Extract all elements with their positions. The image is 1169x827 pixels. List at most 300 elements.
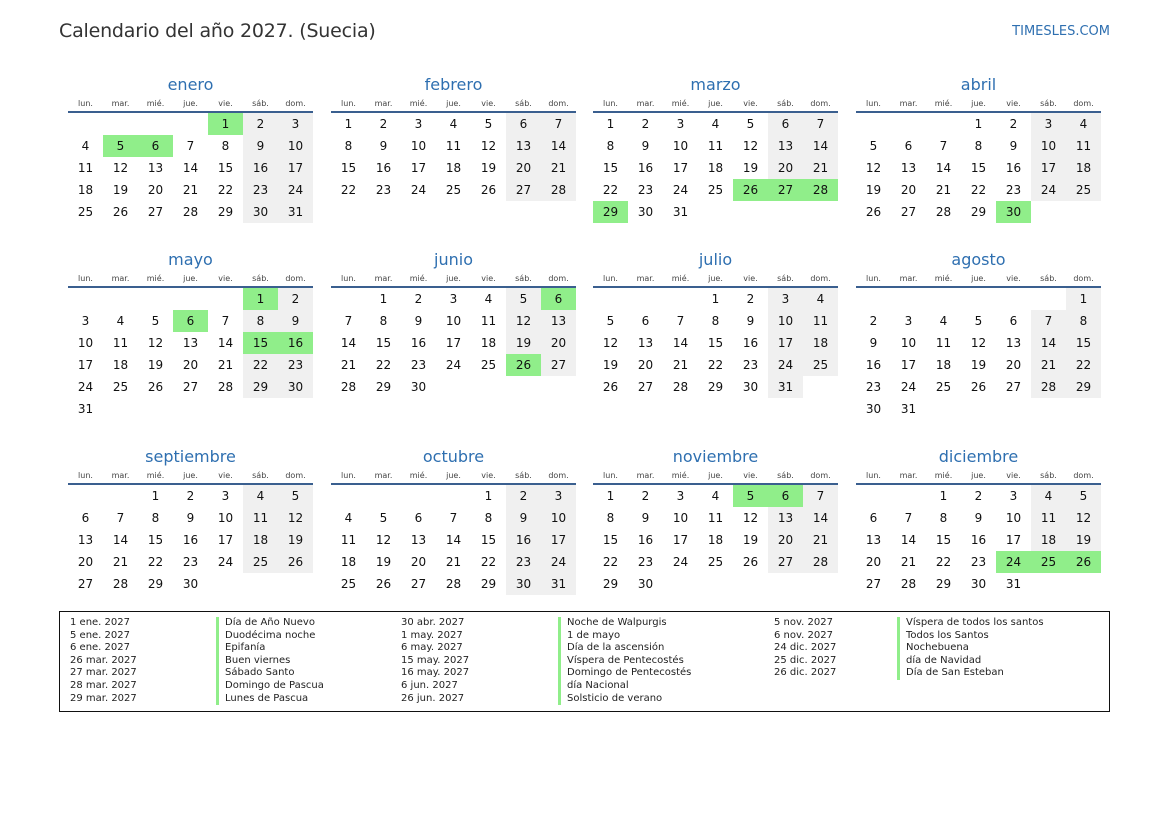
day-cell: 3 [81,314,90,328]
weekday-label: jue. [446,274,461,283]
day-cell: 4 [344,511,353,525]
day-cell: 28 [935,205,952,219]
day-cell: 30 [865,402,882,416]
day-cell: 2 [414,292,423,306]
weekday-label: jue. [971,99,986,108]
day-cell: 15 [217,161,234,175]
weekday-label: mar. [636,471,655,480]
weekday-label: sáb. [1040,274,1057,283]
day-cell: 23 [278,354,313,376]
day-cell: 19 [602,358,619,372]
day-cell: 11 [77,161,94,175]
day-cell: 25 [77,205,94,219]
day-cell: 29 [217,205,234,219]
holiday-day-cell: 15 [243,332,278,354]
day-cell: 14 [445,533,462,547]
day-cell: 6 [81,511,90,525]
weekday-label: dom. [548,274,569,283]
day-cell: 9 [379,139,388,153]
legend-holiday-name: Buen viernes [216,655,324,668]
day-cell: 2 [974,489,983,503]
day-cell: 2 [641,117,650,131]
day-cell: 3 [278,113,313,135]
day-cell: 27 [865,577,882,591]
day-cell: 8 [344,139,353,153]
day-grid [856,113,1101,223]
day-cell: 16 [637,533,654,547]
day-cell: 8 [974,139,983,153]
holiday-day-cell: 30 [996,201,1031,223]
weekday-label: vie. [218,274,233,283]
weekday-label: mié. [409,99,428,108]
day-cell: 27 [768,551,803,573]
day-cell: 10 [672,139,689,153]
weekday-label: dom. [1073,274,1094,283]
day-cell: 17 [900,358,917,372]
legend-holiday-name: Epifanía [216,642,324,655]
weekday-label: sáb. [252,99,269,108]
day-cell: 24 [1031,179,1066,201]
day-cell: 8 [606,511,615,525]
weekday-label: jue. [446,99,461,108]
day-cell: 7 [186,139,195,153]
day-cell: 23 [182,555,199,569]
day-cell: 23 [243,179,278,201]
day-cell: 10 [900,336,917,350]
day-cell: 7 [116,511,125,525]
legend-date: 26 mar. 2027 [70,654,137,666]
day-cell: 20 [865,555,882,569]
empty-day-cell [996,288,1031,310]
weekday-label: vie. [481,274,496,283]
day-cell: 13 [541,310,576,332]
day-grid [593,288,838,398]
weekday-label: sáb. [777,99,794,108]
day-cell: 20 [410,555,427,569]
day-cell: 9 [243,135,278,157]
weekday-label: sáb. [1040,99,1057,108]
day-cell: 1 [974,117,983,131]
day-cell: 13 [865,533,882,547]
weekday-label: lun. [341,471,356,480]
day-grid [856,485,1101,595]
day-cell: 17 [768,332,803,354]
day-cell: 19 [506,332,541,354]
day-cell: 18 [935,358,952,372]
day-cell: 7 [676,314,685,328]
legend-holiday-name: Duodécima noche [216,630,324,643]
day-cell: 24 [768,354,803,376]
weekday-label: sáb. [252,471,269,480]
month-julio [593,249,838,398]
empty-day-cell [961,288,996,310]
day-cell: 30 [278,376,313,398]
month-octubre [331,446,576,595]
weekday-header [68,98,313,113]
day-cell: 15 [375,336,392,350]
weekday-label: mar. [111,274,130,283]
day-cell: 14 [672,336,689,350]
month-name: marzo [690,75,741,94]
day-cell: 18 [707,533,724,547]
day-cell: 8 [1066,310,1101,332]
weekday-label: lun. [866,471,881,480]
day-cell: 27 [77,577,94,591]
day-cell: 4 [116,314,125,328]
day-cell: 15 [970,161,987,175]
day-cell: 19 [742,161,759,175]
day-cell: 2 [641,489,650,503]
day-cell: 30 [182,577,199,591]
day-cell: 10 [445,314,462,328]
weekday-label: sáb. [515,274,532,283]
day-cell: 20 [900,183,917,197]
month-name: julio [698,250,733,269]
day-cell: 17 [278,157,313,179]
empty-day-cell [856,113,891,135]
day-cell: 5 [278,485,313,507]
day-cell: 20 [506,157,541,179]
month-name: enero [167,75,214,94]
weekday-label: vie. [218,99,233,108]
day-cell: 25 [340,577,357,591]
day-cell: 23 [1005,183,1022,197]
day-cell: 19 [278,529,313,551]
day-grid [593,113,838,223]
day-cell: 6 [869,511,878,525]
legend-holiday-name: Lunes de Pascua [216,693,324,706]
day-cell: 9 [641,139,650,153]
day-cell: 1 [939,489,948,503]
day-cell: 9 [641,511,650,525]
legend-dates-column [401,617,469,705]
weekday-label: vie. [743,99,758,108]
legend-holiday-name: Día de la ascensión [558,642,691,655]
day-cell: 10 [77,336,94,350]
day-cell: 27 [1005,380,1022,394]
day-cell: 7 [449,511,458,525]
day-cell: 4 [711,117,720,131]
day-cell: 22 [217,183,234,197]
day-cell: 2 [746,292,755,306]
day-cell: 29 [480,577,497,591]
legend-holiday-name: Víspera de todos los santos [897,617,1044,630]
month-febrero [331,74,576,201]
day-cell: 17 [1031,157,1066,179]
empty-day-cell [103,113,138,135]
day-cell: 24 [672,183,689,197]
day-cell: 7 [344,314,353,328]
day-cell: 16 [375,161,392,175]
weekday-label: jue. [971,471,986,480]
day-cell: 17 [77,358,94,372]
weekday-label: dom. [810,99,831,108]
day-cell: 27 [900,205,917,219]
day-cell: 14 [112,533,129,547]
weekday-label: mar. [636,99,655,108]
weekday-label: lun. [603,99,618,108]
day-cell: 21 [182,183,199,197]
weekday-label: lun. [603,471,618,480]
holiday-day-cell: 24 [996,551,1031,573]
weekday-label: sáb. [777,274,794,283]
day-cell: 3 [676,117,685,131]
day-cell: 21 [935,183,952,197]
month-abril [856,74,1101,223]
day-cell: 25 [243,551,278,573]
day-cell: 22 [340,183,357,197]
day-cell: 1 [379,292,388,306]
empty-day-cell [103,485,138,507]
empty-day-cell [68,113,103,135]
day-cell: 14 [217,336,234,350]
day-cell: 30 [243,201,278,223]
weekday-label: lun. [78,274,93,283]
day-cell: 17 [672,161,689,175]
weekday-label: sáb. [1040,471,1057,480]
weekday-label: vie. [743,274,758,283]
day-grid [856,288,1101,420]
weekday-label: lun. [341,274,356,283]
day-cell: 28 [803,551,838,573]
day-cell: 21 [112,555,129,569]
empty-day-cell [593,288,628,310]
day-cell: 5 [606,314,615,328]
day-cell: 5 [379,511,388,525]
weekday-label: vie. [218,471,233,480]
day-cell: 25 [112,380,129,394]
weekday-label: mar. [636,274,655,283]
day-cell: 26 [970,380,987,394]
day-cell: 4 [1066,113,1101,135]
day-cell: 14 [182,161,199,175]
day-cell: 28 [541,179,576,201]
legend-date: 29 mar. 2027 [70,692,137,704]
day-cell: 8 [379,314,388,328]
day-cell: 19 [112,183,129,197]
weekday-label: mar. [374,471,393,480]
day-cell: 13 [506,135,541,157]
day-cell: 14 [1031,332,1066,354]
day-cell: 25 [1066,179,1101,201]
legend-date: 25 dic. 2027 [774,654,837,666]
day-cell: 16 [865,358,882,372]
weekday-label: jue. [183,471,198,480]
month-agosto [856,249,1101,420]
empty-day-cell [401,485,436,507]
day-cell: 19 [375,555,392,569]
weekday-header [856,470,1101,485]
holiday-day-cell: 29 [593,201,628,223]
legend-date: 15 may. 2027 [401,654,470,666]
month-name: diciembre [938,447,1019,466]
weekday-label: vie. [481,471,496,480]
weekday-label: vie. [743,471,758,480]
day-grid [331,113,576,201]
weekday-header [68,273,313,288]
empty-day-cell [891,113,926,135]
day-cell: 29 [707,380,724,394]
holiday-day-cell: 5 [103,135,138,157]
weekday-label: sáb. [515,471,532,480]
legend-dates-column [70,617,137,705]
holiday-day-cell: 26 [733,179,768,201]
day-cell: 16 [410,336,427,350]
weekday-label: mié. [146,99,165,108]
day-cell: 25 [707,183,724,197]
day-cell: 11 [445,139,462,153]
day-cell: 8 [484,511,493,525]
day-cell: 15 [1066,332,1101,354]
month-noviembre [593,446,838,595]
day-cell: 12 [112,161,129,175]
holiday-day-cell: 6 [173,310,208,332]
day-cell: 14 [803,507,838,529]
month-name: abril [960,75,997,94]
day-cell: 15 [340,161,357,175]
empty-day-cell [173,113,208,135]
day-cell: 31 [672,205,689,219]
day-cell: 14 [803,135,838,157]
day-cell: 10 [217,511,234,525]
legend-date: 28 mar. 2027 [70,679,137,691]
empty-day-cell [68,288,103,310]
day-cell: 12 [1066,507,1101,529]
holiday-day-cell: 5 [733,485,768,507]
day-cell: 10 [1031,135,1066,157]
day-cell: 23 [970,555,987,569]
day-cell: 21 [803,157,838,179]
weekday-label: dom. [548,471,569,480]
day-cell: 26 [147,380,164,394]
day-cell: 29 [243,376,278,398]
legend-date: 27 mar. 2027 [70,667,137,679]
day-cell: 28 [217,380,234,394]
site-link[interactable]: TIMESLES.COM [1012,24,1110,39]
day-cell: 19 [1066,529,1101,551]
legend-holiday-name: Nochebuena [897,642,1044,655]
day-cell: 12 [742,139,759,153]
month-name: junio [434,250,473,269]
weekday-label: dom. [1073,99,1094,108]
day-cell: 22 [935,555,952,569]
day-cell: 25 [445,183,462,197]
day-cell: 25 [707,555,724,569]
day-cell: 12 [506,310,541,332]
day-cell: 12 [147,336,164,350]
day-cell: 22 [147,555,164,569]
day-cell: 13 [768,135,803,157]
weekday-label: mar. [111,99,130,108]
weekday-label: lun. [866,274,881,283]
weekday-header [856,273,1101,288]
day-cell: 12 [375,533,392,547]
day-cell: 25 [803,354,838,376]
month-junio [331,249,576,398]
legend-date: 24 dic. 2027 [774,642,837,654]
month-marzo [593,74,838,223]
day-cell: 11 [1031,507,1066,529]
day-cell: 16 [506,529,541,551]
day-cell: 8 [606,139,615,153]
day-cell: 5 [484,117,493,131]
day-cell: 17 [410,161,427,175]
month-septiembre [68,446,313,595]
day-cell: 20 [182,358,199,372]
day-grid [68,485,313,595]
day-cell: 26 [112,205,129,219]
day-cell: 1 [484,489,493,503]
day-cell: 2 [278,288,313,310]
holiday-day-cell: 26 [506,354,541,376]
day-cell: 10 [410,139,427,153]
day-cell: 1 [151,489,160,503]
weekday-label: mié. [671,274,690,283]
day-cell: 5 [746,117,755,131]
weekday-label: dom. [285,274,306,283]
day-cell: 16 [182,533,199,547]
day-cell: 11 [935,336,952,350]
day-cell: 12 [865,161,882,175]
day-cell: 31 [278,201,313,223]
day-cell: 16 [742,336,759,350]
day-cell: 30 [410,380,427,394]
day-cell: 19 [742,533,759,547]
weekday-label: dom. [548,99,569,108]
day-cell: 31 [900,402,917,416]
weekday-label: mar. [899,274,918,283]
day-cell: 18 [803,332,838,354]
day-cell: 7 [541,113,576,135]
weekday-label: mar. [899,471,918,480]
day-cell: 22 [480,555,497,569]
day-cell: 2 [243,113,278,135]
month-name: agosto [951,250,1006,269]
day-cell: 4 [81,139,90,153]
day-cell: 26 [865,205,882,219]
empty-day-cell [331,288,366,310]
day-cell: 17 [541,529,576,551]
day-cell: 25 [935,380,952,394]
day-cell: 17 [1005,533,1022,547]
weekday-label: mié. [409,471,428,480]
day-cell: 9 [278,310,313,332]
day-cell: 8 [221,139,230,153]
day-cell: 12 [742,511,759,525]
weekday-label: jue. [183,274,198,283]
empty-day-cell [208,288,243,310]
legend-holiday-name: Víspera de Pentecostés [558,655,691,668]
day-cell: 2 [1009,117,1018,131]
day-cell: 9 [414,314,423,328]
day-cell: 3 [221,489,230,503]
weekday-label: mar. [899,99,918,108]
day-cell: 14 [900,533,917,547]
day-cell: 4 [1031,485,1066,507]
day-cell: 21 [803,529,838,551]
day-cell: 10 [541,507,576,529]
day-cell: 13 [768,507,803,529]
day-cell: 3 [541,485,576,507]
day-cell: 11 [112,336,129,350]
weekday-header [593,273,838,288]
day-cell: 15 [707,336,724,350]
day-cell: 28 [672,380,689,394]
day-cell: 7 [1031,310,1066,332]
legend-holiday-name: Noche de Walpurgis [558,617,691,630]
day-cell: 11 [707,511,724,525]
weekday-label: sáb. [252,274,269,283]
